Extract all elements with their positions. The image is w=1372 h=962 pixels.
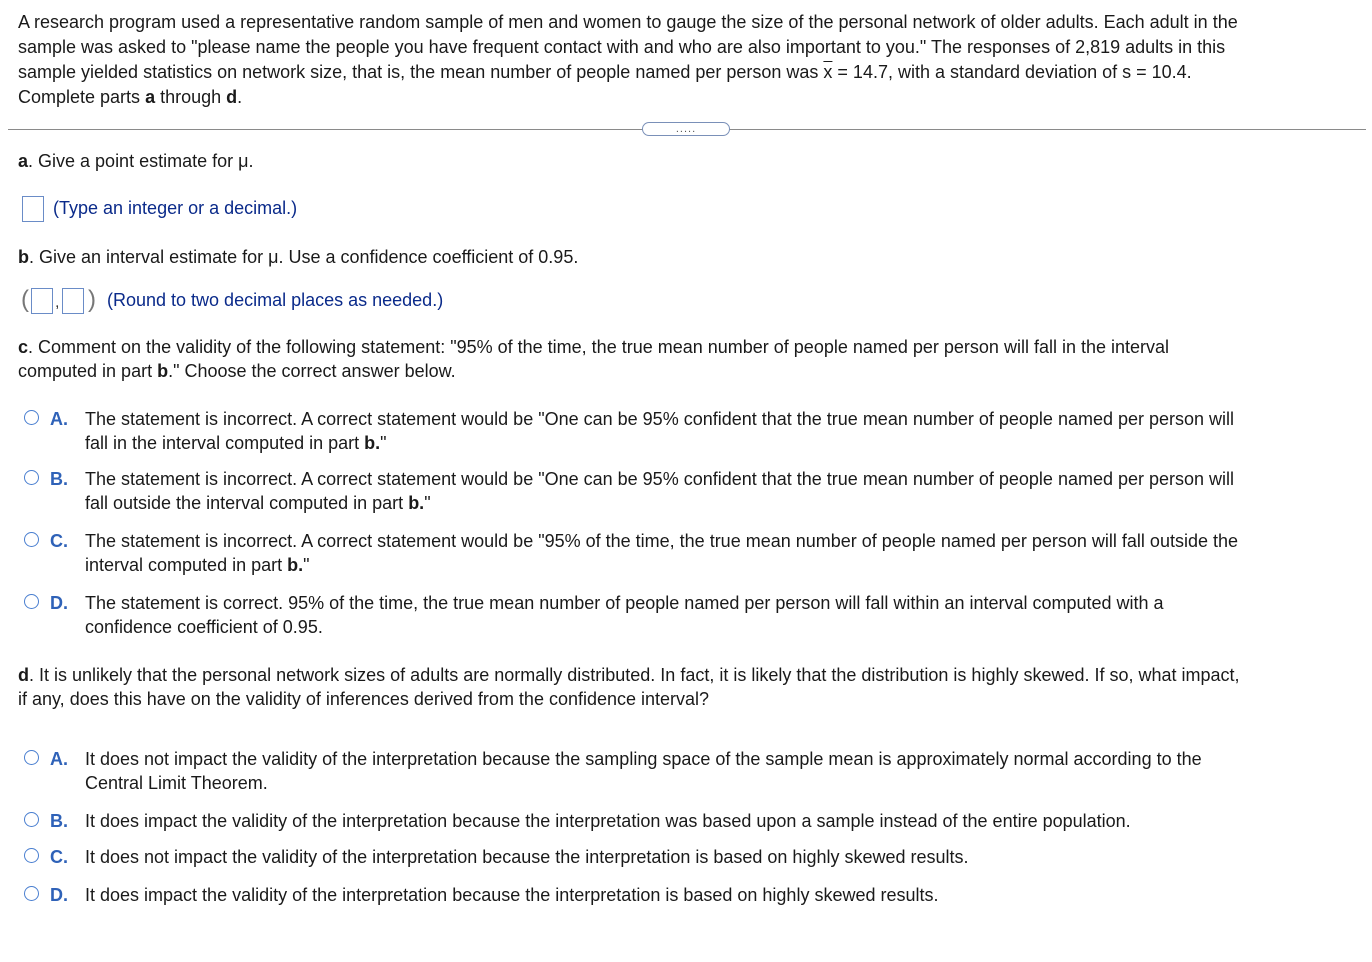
problem-line-3 bbox=[18, 60, 1358, 85]
part-ref-d: d bbox=[226, 87, 238, 107]
option-letter: B. bbox=[50, 469, 68, 489]
option-part-ref: b. bbox=[287, 555, 304, 575]
option-line-1: The statement is incorrect. A correct statement would be "One can be 95% confident that the true mean number of people named per person will bbox=[85, 409, 1235, 429]
problem-line-1: A research program used a representative random sample of men and women to gauge the size of the personal network of older adults. Each adult in the bbox=[18, 12, 1238, 32]
expand-more-button[interactable]: ..... bbox=[642, 122, 730, 136]
part-c-line-2-end: ." Choose the correct answer below. bbox=[168, 361, 456, 381]
option-text bbox=[85, 407, 1353, 455]
radio-button[interactable] bbox=[24, 470, 39, 485]
option-text bbox=[85, 883, 1353, 907]
radio-button[interactable] bbox=[24, 410, 39, 425]
part-d-option-d[interactable] bbox=[24, 883, 1354, 909]
radio-button[interactable] bbox=[24, 848, 39, 863]
interval-comma: , bbox=[55, 294, 60, 311]
option-text bbox=[85, 529, 1353, 577]
part-c-question bbox=[18, 335, 1358, 383]
part-d-option-c[interactable] bbox=[24, 845, 1354, 871]
option-text bbox=[85, 467, 1353, 515]
radio-button[interactable] bbox=[24, 532, 39, 547]
option-letter: C. bbox=[50, 847, 68, 867]
option-letter: C. bbox=[50, 531, 68, 551]
radio-button[interactable] bbox=[24, 886, 39, 901]
problem-line-4-text: Complete parts bbox=[18, 87, 146, 107]
option-letter: A. bbox=[50, 749, 68, 769]
problem-line-4-end: . bbox=[237, 87, 243, 107]
part-d-line-2: if any, does this have on the validity of inferences derived from the confidence interval? bbox=[18, 689, 710, 709]
option-text bbox=[85, 591, 1353, 639]
part-d-option-a[interactable] bbox=[24, 747, 1354, 797]
problem-statement bbox=[18, 10, 1358, 110]
problem-line-3-text: sample yielded statistics on network size, that is, the mean number of people named per person was bbox=[18, 62, 824, 82]
option-line-2: confidence coefficient of 0.95. bbox=[85, 617, 323, 637]
part-d-text: . It is unlikely that the personal network sizes of adults are normally distributed. In fact, it is likely that the distribution is highly skewed. If so, what impact, bbox=[29, 665, 1240, 685]
option-letter: D. bbox=[50, 593, 68, 613]
option-line-1: It does not impact the validity of the interpretation because the sampling space of the sample mean is approximately normal according to the bbox=[85, 749, 1202, 769]
option-line-2 bbox=[85, 491, 1353, 515]
option-text bbox=[85, 809, 1353, 833]
problem-line-3-stats: = 14.7, with a standard deviation of s = 10.4. bbox=[832, 62, 1192, 82]
part-ref-b: b bbox=[157, 361, 169, 381]
option-quote-end: " bbox=[303, 555, 310, 575]
part-d-option-b[interactable] bbox=[24, 809, 1354, 835]
interval-open-paren: ( bbox=[21, 286, 29, 313]
part-b-text: . Give an interval estimate for μ. Use a confidence coefficient of 0.95. bbox=[29, 247, 579, 267]
part-d-letter: d bbox=[18, 665, 29, 685]
option-letter: D. bbox=[50, 885, 68, 905]
xbar-symbol: $\overline{x}$ bbox=[823, 62, 833, 82]
option-line-1: It does impact the validity of the interpretation because the interpretation is based on highly skewed results. bbox=[85, 885, 939, 905]
option-line-2: Central Limit Theorem. bbox=[85, 773, 268, 793]
part-b-hint: (Round to two decimal places as needed.) bbox=[107, 290, 444, 310]
interval-close-paren: ) bbox=[88, 286, 96, 313]
part-a-hint: (Type an integer or a decimal.) bbox=[53, 198, 298, 218]
part-a-letter: a bbox=[18, 151, 29, 171]
part-c-letter: c bbox=[18, 337, 29, 357]
option-quote-end: " bbox=[424, 493, 431, 513]
section-divider bbox=[8, 122, 1366, 135]
point-estimate-input[interactable] bbox=[22, 196, 44, 222]
option-text bbox=[85, 845, 1353, 869]
part-ref-a: a bbox=[145, 87, 156, 107]
part-c-option-a[interactable] bbox=[24, 407, 1354, 457]
part-c-option-b[interactable] bbox=[24, 467, 1354, 517]
part-c-text: . Comment on the validity of the following statement: "95% of the time, the true mean number of people named per person will fall in the interval bbox=[28, 337, 1170, 357]
option-text bbox=[85, 747, 1353, 795]
option-line-1: The statement is incorrect. A correct statement would be "95% of the time, the true mean number of people named per person will fall outside the bbox=[85, 531, 1239, 551]
option-letter: A. bbox=[50, 409, 68, 429]
part-c-option-d[interactable] bbox=[24, 591, 1354, 641]
option-line-2 bbox=[85, 553, 1353, 577]
radio-button[interactable] bbox=[24, 594, 39, 609]
option-line-2-text: interval computed in part bbox=[85, 555, 288, 575]
option-quote-end: " bbox=[380, 433, 387, 453]
option-line-2 bbox=[85, 431, 1353, 455]
part-b-question bbox=[18, 245, 578, 269]
interval-lower-input[interactable] bbox=[31, 288, 53, 314]
problem-line-4 bbox=[18, 85, 1358, 110]
part-c-line-2 bbox=[18, 359, 1358, 383]
option-line-2-text: fall in the interval computed in part bbox=[85, 433, 365, 453]
interval-upper-input[interactable] bbox=[62, 288, 84, 314]
part-a-text: . Give a point estimate for μ. bbox=[28, 151, 254, 171]
option-line-1: It does impact the validity of the interpretation because the interpretation was based upon a sample instead of the entire population. bbox=[85, 811, 1131, 831]
part-b-letter: b bbox=[18, 247, 29, 267]
part-c-line-2-text: computed in part bbox=[18, 361, 158, 381]
part-a-question bbox=[18, 149, 253, 173]
option-line-1: The statement is incorrect. A correct statement would be "One can be 95% confident that the true mean number of people named per person will bbox=[85, 469, 1235, 489]
radio-button[interactable] bbox=[24, 812, 39, 827]
part-c-option-c[interactable] bbox=[24, 529, 1354, 579]
part-c-line-1 bbox=[18, 335, 1358, 359]
option-letter: B. bbox=[50, 811, 68, 831]
radio-button[interactable] bbox=[24, 750, 39, 765]
problem-line-2: sample was asked to "please name the people you have frequent contact with and who are also important to you." The responses of 2,819 adults in this bbox=[18, 37, 1226, 57]
part-d-line-1 bbox=[18, 663, 1358, 687]
option-part-ref: b. bbox=[408, 493, 425, 513]
option-part-ref: b. bbox=[364, 433, 381, 453]
problem-line-4-mid: through bbox=[155, 87, 227, 107]
part-d-question bbox=[18, 663, 1358, 711]
option-line-2-text: fall outside the interval computed in part bbox=[85, 493, 409, 513]
option-line-1: The statement is correct. 95% of the time, the true mean number of people named per person will fall within an interval computed with a bbox=[85, 593, 1164, 613]
option-line-1: It does not impact the validity of the interpretation because the interpretation is based on highly skewed results. bbox=[85, 847, 969, 867]
